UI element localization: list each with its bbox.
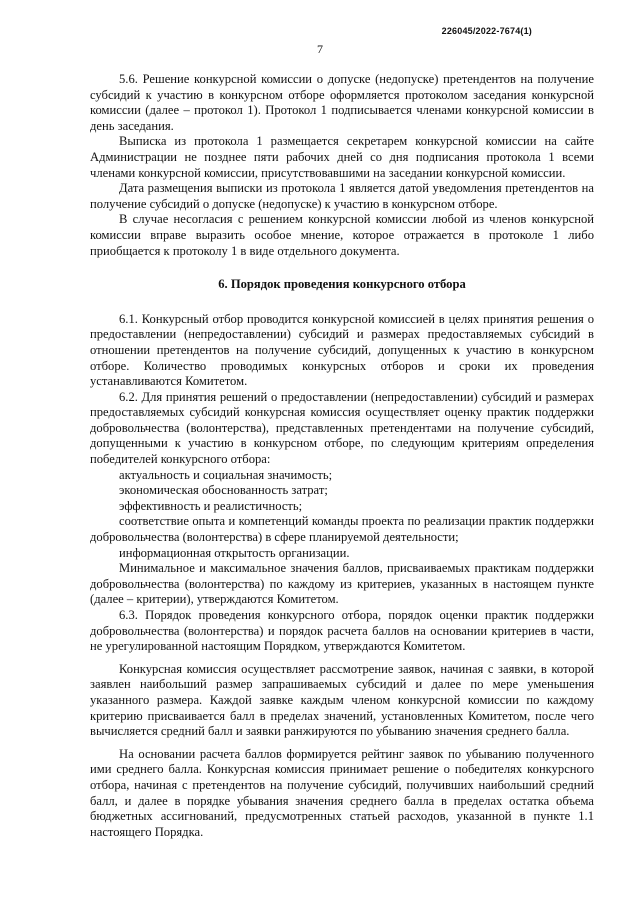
paragraph-6-2: 6.2. Для принятия решений о предоставлении (непредоставлении) субсидий и размерах предоставляемых субсидий конкурсная комиссия осуществляет оценку практик поддержки добровольчества (волонтерства), представленных претендентами на получение субсидий, допущенными к участию в конкурсном отборе, по следующим критериям определения победителей конкурсного отбора:	[90, 389, 594, 467]
paragraph-6-1: 6.1. Конкурсный отбор проводится конкурсной комиссией в целях принятия решения о предоставлении (непредоставлении) субсидий и размерах предоставляемых субсидий в отношении претендентов на получение субсидий, допущенных к участию в конкурсном отборе. Количество проводимых конкурсных отборов и сроки их проведения устанавливаются Комитетом.	[90, 311, 594, 389]
criterion-relevance: актуальность и социальная значимость;	[119, 467, 333, 482]
paragraph-extract-placement: Выписка из протокола 1 размещается секретарем конкурсной комиссии на сайте Администрации не позднее пяти рабочих дней со дня подписания протокола 1 всеми членами конкурсной комиссии, присутствовавшими на заседании конкурсной комиссии.	[90, 134, 594, 180]
document-id: 226045/2022-7674(1)	[441, 26, 532, 36]
criterion-cost-justification: экономическая обоснованность затрат;	[119, 483, 328, 498]
page-number: 7	[317, 42, 323, 56]
paragraph-5-6: 5.6. Решение конкурсной комиссии о допуске (недопуске) претендентов на получение субсидий к участию в конкурсном отборе оформляется протоколом заседания конкурсной комиссии (далее – протокол 1). Протокол 1 подписывается членами конкурсной комиссии в день заседания.	[90, 72, 594, 133]
section-6-heading: 6. Порядок проведения конкурсного отбора	[218, 277, 466, 292]
document-body	[90, 72, 594, 840]
paragraph-notification-date: Дата размещения выписки из протокола 1 является датой уведомления претендентов на получение субсидий о допуске (недопуске) к участию в конкурсном отборе.	[90, 181, 594, 211]
criterion-openness: информационная открытость организации.	[119, 545, 350, 560]
paragraph-dissent: В случае несогласия с решением конкурсной комиссии любой из членов конкурсной комиссии вправе выразить особое мнение, которое отражается в протоколе 1 либо приобщается к протоколу 1 в виде отдельного документа.	[90, 212, 594, 258]
criterion-efficiency: эффективность и реалистичность;	[119, 498, 303, 513]
paragraph-review-order: Конкурсная комиссия осуществляет рассмотрение заявок, начиная с заявки, в которой заявлен наибольший размер запрашиваемых субсидий и далее по мере уменьшения указанного размера. Каждой заявке каждым членом конкурсной комиссии по каждому критерию присваивается балл в пределах значений, установленных Комитетом, после чего вычисляется средний балл и заявки ранжируются по убыванию значения среднего балла.	[90, 661, 594, 739]
criterion-team-competence: соответствие опыта и компетенций команды проекта по реализации практик поддержки добровольчества (волонтерства) в сфере планируемой деятельности;	[90, 514, 594, 545]
paragraph-score-range: Минимальное и максимальное значения баллов, присваиваемых практикам поддержки добровольчества (волонтерства) по каждому из критериев, указанных в настоящем пункте (далее – критерии), утверждаются Комитетом.	[90, 561, 594, 607]
paragraph-6-3: 6.3. Порядок проведения конкурсного отбора, порядок оценки практик поддержки добровольчества (волонтерства) и порядок расчета баллов на основании критериев в части, не урегулированной настоящим Порядком, утверждаются Комитетом.	[90, 608, 594, 654]
paragraph-ranking: На основании расчета баллов формируется рейтинг заявок по убыванию полученного ими среднего балла. Конкурсная комиссия принимает решение о победителях конкурсного отбора, начиная с претендентов на получение субсидий, получивших наибольший средний балл, и далее в порядке убывания значения среднего балла в пределах остатка объема бюджетных ассигнований, предусмотренных статьей расходов, указанной в пункте 1.1 настоящего Порядка.	[90, 746, 594, 839]
